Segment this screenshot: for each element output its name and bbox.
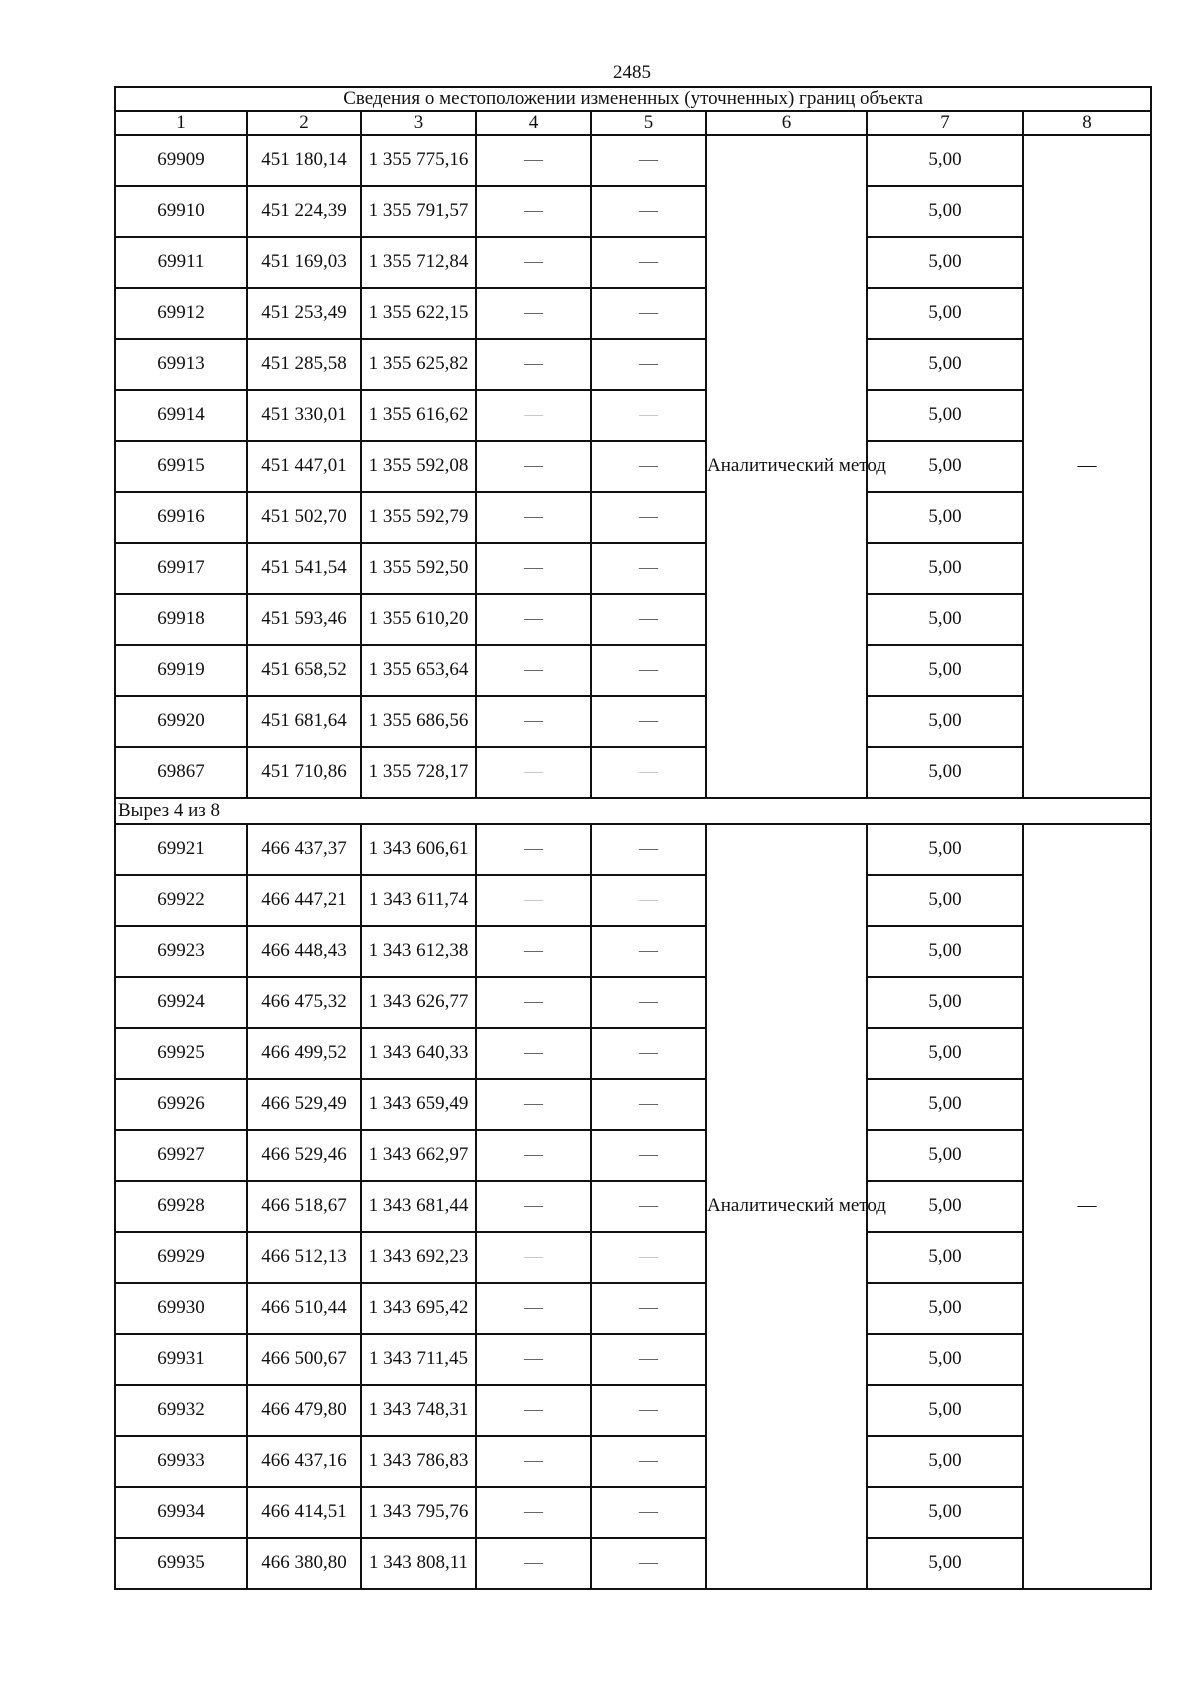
column-5-cell: — [591, 1232, 706, 1283]
column-4-cell: — [476, 1385, 591, 1436]
y-coordinate-cell: 1 355 791,57 [361, 186, 476, 237]
table-row [115, 875, 1151, 926]
accuracy-cell: 5,00 [867, 977, 1023, 1028]
column-5-cell: — [591, 1385, 706, 1436]
column-5-cell: — [591, 1334, 706, 1385]
y-coordinate-cell: 1 343 626,77 [361, 977, 476, 1028]
table-row [115, 543, 1151, 594]
y-coordinate-cell: 1 355 616,62 [361, 390, 476, 441]
column-4-cell: — [476, 441, 591, 492]
column-5-cell: — [591, 390, 706, 441]
column-5-cell: — [591, 1181, 706, 1232]
table-row [115, 390, 1151, 441]
point-id-cell: 69931 [115, 1334, 247, 1385]
point-id-cell: 69935 [115, 1538, 247, 1589]
accuracy-cell: 5,00 [867, 696, 1023, 747]
column-number: 4 [476, 111, 591, 135]
point-id-cell: 69918 [115, 594, 247, 645]
x-coordinate-cell: 451 681,64 [247, 696, 361, 747]
x-coordinate-cell: 466 447,21 [247, 875, 361, 926]
x-coordinate-cell: 466 475,32 [247, 977, 361, 1028]
x-coordinate-cell: 466 510,44 [247, 1283, 361, 1334]
column-5-cell: — [591, 135, 706, 186]
point-id-cell: 69919 [115, 645, 247, 696]
x-coordinate-cell: 451 224,39 [247, 186, 361, 237]
column-5-cell: — [591, 543, 706, 594]
table-row [115, 135, 1151, 186]
accuracy-cell: 5,00 [867, 1181, 1023, 1232]
column-5-cell: — [591, 1028, 706, 1079]
point-id-cell: 69911 [115, 237, 247, 288]
column-4-cell: — [476, 1079, 591, 1130]
section-label: Вырез 4 из 8 [115, 798, 1151, 824]
table-row [115, 1028, 1151, 1079]
column-4-cell: — [476, 186, 591, 237]
column-5-cell: — [591, 1079, 706, 1130]
table-row [115, 186, 1151, 237]
y-coordinate-cell: 1 355 712,84 [361, 237, 476, 288]
accuracy-cell: 5,00 [867, 1079, 1023, 1130]
table-row [115, 1538, 1151, 1589]
y-coordinate-cell: 1 355 653,64 [361, 645, 476, 696]
column-4-cell: — [476, 747, 591, 798]
point-id-cell: 69916 [115, 492, 247, 543]
point-id-cell: 69921 [115, 824, 247, 875]
column-numbers-row [115, 111, 1151, 135]
table-row [115, 594, 1151, 645]
accuracy-cell: 5,00 [867, 1385, 1023, 1436]
y-coordinate-cell: 1 355 728,17 [361, 747, 476, 798]
column-4-cell: — [476, 288, 591, 339]
column-5-cell: — [591, 1436, 706, 1487]
accuracy-cell: 5,00 [867, 1436, 1023, 1487]
point-id-cell: 69923 [115, 926, 247, 977]
point-id-cell: 69929 [115, 1232, 247, 1283]
table-row [115, 926, 1151, 977]
column-4-cell: — [476, 1283, 591, 1334]
point-id-cell: 69928 [115, 1181, 247, 1232]
method-cell: Аналитический метод [706, 824, 867, 1589]
x-coordinate-cell: 466 499,52 [247, 1028, 361, 1079]
point-id-cell: 69924 [115, 977, 247, 1028]
column-4-cell: — [476, 1538, 591, 1589]
column-5-cell: — [591, 1538, 706, 1589]
table-row [115, 1487, 1151, 1538]
point-id-cell: 69933 [115, 1436, 247, 1487]
table-row [115, 747, 1151, 798]
column-5-cell: — [591, 1130, 706, 1181]
column-number: 5 [591, 111, 706, 135]
point-id-cell: 69932 [115, 1385, 247, 1436]
column-5-cell: — [591, 696, 706, 747]
column-5-cell: — [591, 875, 706, 926]
table-row [115, 237, 1151, 288]
y-coordinate-cell: 1 355 775,16 [361, 135, 476, 186]
x-coordinate-cell: 451 541,54 [247, 543, 361, 594]
column-5-cell: — [591, 977, 706, 1028]
column-4-cell: — [476, 696, 591, 747]
accuracy-cell: 5,00 [867, 747, 1023, 798]
point-id-cell: 69926 [115, 1079, 247, 1130]
x-coordinate-cell: 466 414,51 [247, 1487, 361, 1538]
y-coordinate-cell: 1 343 692,23 [361, 1232, 476, 1283]
x-coordinate-cell: 451 285,58 [247, 339, 361, 390]
x-coordinate-cell: 466 380,80 [247, 1538, 361, 1589]
column-4-cell: — [476, 1130, 591, 1181]
y-coordinate-cell: 1 355 622,15 [361, 288, 476, 339]
column-4-cell: — [476, 543, 591, 594]
y-coordinate-cell: 1 343 640,33 [361, 1028, 476, 1079]
table-row [115, 1181, 1151, 1232]
accuracy-cell: 5,00 [867, 1334, 1023, 1385]
accuracy-cell: 5,00 [867, 441, 1023, 492]
table-row [115, 339, 1151, 390]
column-4-cell: — [476, 390, 591, 441]
accuracy-cell: 5,00 [867, 1487, 1023, 1538]
accuracy-cell: 5,00 [867, 594, 1023, 645]
y-coordinate-cell: 1 343 611,74 [361, 875, 476, 926]
point-id-cell: 69867 [115, 747, 247, 798]
section-label-row [115, 798, 1151, 824]
accuracy-cell: 5,00 [867, 288, 1023, 339]
point-id-cell: 69913 [115, 339, 247, 390]
accuracy-cell: 5,00 [867, 390, 1023, 441]
y-coordinate-cell: 1 355 610,20 [361, 594, 476, 645]
y-coordinate-cell: 1 343 711,45 [361, 1334, 476, 1385]
table-row [115, 645, 1151, 696]
column-4-cell: — [476, 875, 591, 926]
column-5-cell: — [591, 339, 706, 390]
column-4-cell: — [476, 1436, 591, 1487]
y-coordinate-cell: 1 343 786,83 [361, 1436, 476, 1487]
accuracy-cell: 5,00 [867, 1283, 1023, 1334]
point-id-cell: 69917 [115, 543, 247, 594]
y-coordinate-cell: 1 355 686,56 [361, 696, 476, 747]
table-row [115, 1436, 1151, 1487]
x-coordinate-cell: 466 437,16 [247, 1436, 361, 1487]
table-row [115, 288, 1151, 339]
boundary-coordinates-table [114, 86, 1152, 1590]
column-5-cell: — [591, 594, 706, 645]
y-coordinate-cell: 1 355 592,50 [361, 543, 476, 594]
column-5-cell: — [591, 288, 706, 339]
column-4-cell: — [476, 977, 591, 1028]
x-coordinate-cell: 451 593,46 [247, 594, 361, 645]
x-coordinate-cell: 466 448,43 [247, 926, 361, 977]
column-5-cell: — [591, 492, 706, 543]
accuracy-cell: 5,00 [867, 186, 1023, 237]
accuracy-cell: 5,00 [867, 492, 1023, 543]
accuracy-cell: 5,00 [867, 824, 1023, 875]
x-coordinate-cell: 451 180,14 [247, 135, 361, 186]
table-row [115, 492, 1151, 543]
column-5-cell: — [591, 1487, 706, 1538]
y-coordinate-cell: 1 343 795,76 [361, 1487, 476, 1538]
column-4-cell: — [476, 492, 591, 543]
table-row [115, 441, 1151, 492]
column-4-cell: — [476, 926, 591, 977]
column-number: 8 [1023, 111, 1151, 135]
accuracy-cell: 5,00 [867, 1538, 1023, 1589]
column-5-cell: — [591, 1283, 706, 1334]
y-coordinate-cell: 1 355 625,82 [361, 339, 476, 390]
x-coordinate-cell: 451 253,49 [247, 288, 361, 339]
method-cell: Аналитический метод [706, 135, 867, 798]
column-5-cell: — [591, 824, 706, 875]
point-id-cell: 69915 [115, 441, 247, 492]
table-row [115, 1232, 1151, 1283]
column-4-cell: — [476, 594, 591, 645]
x-coordinate-cell: 451 658,52 [247, 645, 361, 696]
y-coordinate-cell: 1 343 681,44 [361, 1181, 476, 1232]
y-coordinate-cell: 1 343 808,11 [361, 1538, 476, 1589]
x-coordinate-cell: 451 330,01 [247, 390, 361, 441]
y-coordinate-cell: 1 343 662,97 [361, 1130, 476, 1181]
x-coordinate-cell: 451 447,01 [247, 441, 361, 492]
column-number: 3 [361, 111, 476, 135]
table-row [115, 696, 1151, 747]
page-number: 2485 [613, 62, 651, 83]
x-coordinate-cell: 451 169,03 [247, 237, 361, 288]
accuracy-cell: 5,00 [867, 543, 1023, 594]
x-coordinate-cell: 466 529,49 [247, 1079, 361, 1130]
table-row [115, 977, 1151, 1028]
column-4-cell: — [476, 645, 591, 696]
y-coordinate-cell: 1 343 659,49 [361, 1079, 476, 1130]
x-coordinate-cell: 451 502,70 [247, 492, 361, 543]
y-coordinate-cell: 1 343 612,38 [361, 926, 476, 977]
point-id-cell: 69910 [115, 186, 247, 237]
column-number: 2 [247, 111, 361, 135]
x-coordinate-cell: 466 437,37 [247, 824, 361, 875]
accuracy-cell: 5,00 [867, 1232, 1023, 1283]
table-row [115, 1079, 1151, 1130]
table-row [115, 1130, 1151, 1181]
x-coordinate-cell: 451 710,86 [247, 747, 361, 798]
column-number: 1 [115, 111, 247, 135]
accuracy-cell: 5,00 [867, 1028, 1023, 1079]
accuracy-cell: 5,00 [867, 645, 1023, 696]
column-number: 6 [706, 111, 867, 135]
column-5-cell: — [591, 237, 706, 288]
point-id-cell: 69925 [115, 1028, 247, 1079]
point-id-cell: 69920 [115, 696, 247, 747]
x-coordinate-cell: 466 518,67 [247, 1181, 361, 1232]
column-5-cell: — [591, 926, 706, 977]
column-4-cell: — [476, 1181, 591, 1232]
table-row [115, 1334, 1151, 1385]
point-id-cell: 69927 [115, 1130, 247, 1181]
accuracy-cell: 5,00 [867, 926, 1023, 977]
column-4-cell: — [476, 1334, 591, 1385]
column-4-cell: — [476, 1028, 591, 1079]
accuracy-cell: 5,00 [867, 135, 1023, 186]
column-4-cell: — [476, 237, 591, 288]
column-4-cell: — [476, 1232, 591, 1283]
point-id-cell: 69909 [115, 135, 247, 186]
point-id-cell: 69934 [115, 1487, 247, 1538]
x-coordinate-cell: 466 529,46 [247, 1130, 361, 1181]
point-id-cell: 69922 [115, 875, 247, 926]
y-coordinate-cell: 1 343 748,31 [361, 1385, 476, 1436]
column-4-cell: — [476, 339, 591, 390]
table-title-row [115, 87, 1151, 111]
column-5-cell: — [591, 441, 706, 492]
table-row [115, 824, 1151, 875]
y-coordinate-cell: 1 355 592,79 [361, 492, 476, 543]
y-coordinate-cell: 1 343 695,42 [361, 1283, 476, 1334]
table-row [115, 1283, 1151, 1334]
accuracy-cell: 5,00 [867, 237, 1023, 288]
y-coordinate-cell: 1 355 592,08 [361, 441, 476, 492]
column-8-cell: — [1023, 135, 1151, 798]
column-4-cell: — [476, 824, 591, 875]
column-4-cell: — [476, 135, 591, 186]
accuracy-cell: 5,00 [867, 875, 1023, 926]
x-coordinate-cell: 466 512,13 [247, 1232, 361, 1283]
y-coordinate-cell: 1 343 606,61 [361, 824, 476, 875]
x-coordinate-cell: 466 479,80 [247, 1385, 361, 1436]
column-5-cell: — [591, 747, 706, 798]
table-title: Сведения о местоположении измененных (уточненных) границ объекта [115, 87, 1151, 111]
accuracy-cell: 5,00 [867, 1130, 1023, 1181]
column-number: 7 [867, 111, 1023, 135]
accuracy-cell: 5,00 [867, 339, 1023, 390]
column-5-cell: — [591, 645, 706, 696]
table-row [115, 1385, 1151, 1436]
column-5-cell: — [591, 186, 706, 237]
x-coordinate-cell: 466 500,67 [247, 1334, 361, 1385]
column-4-cell: — [476, 1487, 591, 1538]
point-id-cell: 69914 [115, 390, 247, 441]
point-id-cell: 69930 [115, 1283, 247, 1334]
column-8-cell: — [1023, 824, 1151, 1589]
point-id-cell: 69912 [115, 288, 247, 339]
